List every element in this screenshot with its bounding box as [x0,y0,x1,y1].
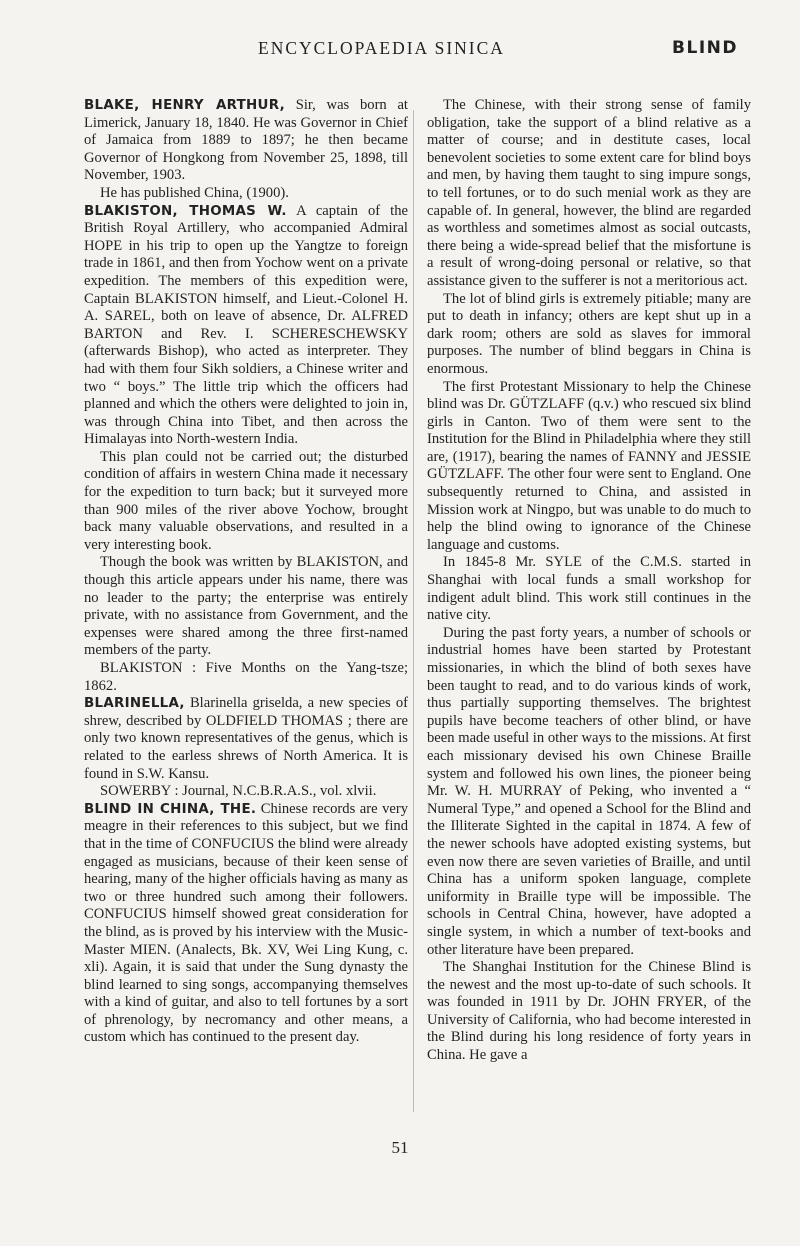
running-title: ENCYCLOPAEDIA SINICA [258,38,505,58]
blakiston-reference: BLAKISTON : Five Months on the Yang-tsze; 1862. [84,660,408,694]
headword-blind-in-china: BLIND IN CHINA, THE. [84,801,257,817]
entry-blind-body: Chinese records are very meagre in their references to this subject, but we find that in the time of CONFUCIUS the blind were already engaged as musicians, because of their keen sense of hearing, many of the higher officials having as many as two or three hundred such among their followers. CONFUCIUS himself showed great consideration for the blind, as is proved by his interview with the Music-Master MIEN. (Analects, Bk. XV, Wei Ling Kung, c. xli). Again, it is said that under the Sung dynasty the blind learned to sing songs, accompanying themselves with a kind of guitar, and also to tell fortunes by a sort of phrenology, by necromancy and other means, a custom which has continued to the present day. [84,800,409,1046]
entry-blakiston [84,203,408,449]
entry-blake [84,97,408,185]
right-column [427,97,751,1065]
right-paragraph-4: In 1845-8 Mr. SYLE of the C.M.S. started in Shanghai with local funds a small workshop for indigent adult blind. This work still continues in the native city. [427,554,751,624]
right-paragraph-1: The Chinese, with their strong sense of family obligation, take the support of a blind relative as a matter of course; and in destitute cases, local benevolent societies to some extent care for blind boys and men, by having them taught to sing impure songs, to tell fortunes, or to do such menial work as they are capable of. In general, however, the blind are regarded as worthless and sometimes almost as social outcasts, there being a wide-spread belief that the misfortune is a result of wrong-doing personal or relative, so that assistance given to the sufferer is not a meritorious act. [427,97,751,289]
headword-blakiston: BLAKISTON, THOMAS W. [84,203,287,219]
section-title: BLIND [672,38,738,58]
entry-blarinella [84,695,408,783]
right-paragraph-6: The Shanghai Institution for the Chinese Blind is the newest and the most up-to-date of such schools. It was founded in 1911 by Dr. JOHN FRYER, of the University of California, who had become interested in the Blind during his long residence of forty years in China. He gave a [427,959,751,1064]
entry-blind-in-china [84,801,408,1047]
headword-blake: BLAKE, HENRY ARTHUR, [84,98,285,113]
blakiston-paragraph-2: This plan could not be carried out; the disturbed condition of affairs in western China made it necessary for the expedition to turn back; but it surveyed more than 900 miles of the river above Yochow, brought back many valuable observations, and resulted in a very interesting book. [84,448,408,553]
page-header [78,38,738,68]
entry-blake-publication: He has published China, (1900). [100,184,289,201]
headword-blarinella: BLARINELLA, [84,696,185,712]
page-number: 51 [391,1138,409,1157]
entry-blake-body: Sir, was born at Limerick, January 18, 1840. He was Governor in Chief of Jamaica from 1889 to 1897; he then became Governor of Hongkong from November 25, 1898, till November, 1903. [84,97,408,184]
entry-blakiston-body: A captain of the British Royal Artillery, who accompanied Admiral HOPE in his trip to open up the Yangtze to foreign trade in 1861, and then from Yochow went on a private expedition. The members of this expedition were, Captain BLAKISTON himself, and Lieut.-Colonel H. A. SAREL, both on leave of absence, Dr. ALFRED BARTON and Rev. I. SCHERESCHEWSKY (afterwards Bishop), who acted as interpreter. They had with them four Sikh soldiers, a Chinese writer and two “ boys.” The little trip which the officers had planned and which the others were delighted to join in, was through China into Tibet, and then across the Himalayas into North-western India. [84,202,409,448]
right-paragraph-2: The lot of blind girls is extremely pitiable; many are put to death in infancy; others are kept shut up in a dark room; others are sold as slaves for immoral purposes. The number of blind beggars in China is enormous. [427,290,751,377]
right-paragraph-5: During the past forty years, a number of schools or industrial homes have been started by Protestant missionaries, in which the blind of both sexes have been taught to read, and to do various kinds of work, thus partially supporting themselves. The brightest pupils have become teachers of other blind, or have been made useful in other ways to the missions. At first each missionary devised his own Chinese Braille system and followed his own lines, the pioneer being Mr. W. H. MURRAY of Peking, who invented a “ Numeral Type,” and opened a School for the Blind and the Illiterate Sighted in the capital in 1874. A few of the newer schools have adopted existing systems, but even now there are seven varieties of Braille, and until China has a uniform spoken language, complete uniformity in Braille type will be impossible. The schools in Central China, however, have adopted a single system, in which a number of text-books and other literature have been prepared. [427,624,751,958]
blarinella-reference: SOWERBY : Journal, N.C.B.R.A.S., vol. xlvii. [100,783,377,800]
entry-blarinella-body: Blarinella griselda, a new species of shrew, described by OLDFIELD THOMAS ; there are only two known representatives of the genus, which is related to the earless shrews of North America. It is found in S.W. Kansu. [84,695,409,782]
right-paragraph-3: The first Protestant Missionary to help the Chinese blind was Dr. GÜTZLAFF (q.v.) who rescued six blind girls in Canton. Two of them were sent to the Institution for the Blind in Philadelphia where they still are, (1917), bearing the names of FANNY and JESSIE GÜTZLAFF. The other four were sent to England. One subsequently returned to China, and assisted in Mission work at Ningpo, but was unable to do much to help the blind owing to ignorance of the Chinese language and customs. [427,378,751,553]
left-column [84,97,408,1047]
column-divider [413,110,414,1112]
blakiston-paragraph-3: Though the book was written by BLAKISTON, and though this article appears under his name, there was no leader to the party; the enterprise was entirely private, with no assistance from Government, and the expenses were shared among the three first-named members of the party. [84,554,408,659]
